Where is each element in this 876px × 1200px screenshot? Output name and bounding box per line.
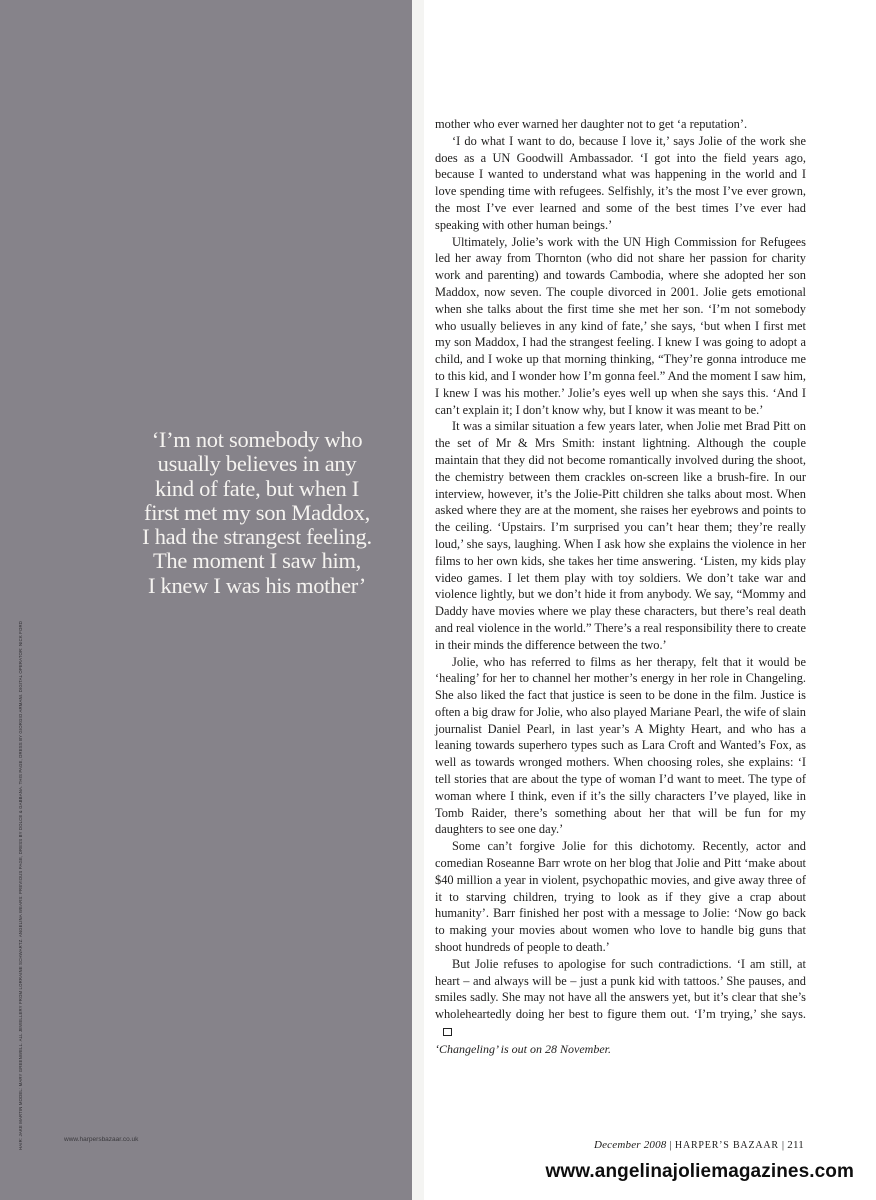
footer-separator: | — [669, 1139, 672, 1151]
pull-quote-line: I had the strangest feeling. — [142, 524, 372, 550]
footer-separator: | — [781, 1139, 785, 1151]
article-paragraph-last — [435, 956, 806, 1040]
grey-image-panel — [0, 0, 412, 1200]
pull-quote-line: I knew I was his mother’ — [148, 572, 366, 598]
article-paragraph: Some can’t forgive Jolie for this dichotomy. Recently, actor and comedian Roseanne Barr wrote on her blog that Jolie and Pitt ‘make about $40 million a year in violent, psychopathic movies, and give away three of it to starving children, trying to look as if they give a crap about humanity’. Barr finished her post with a message to Jolie: ‘Now go back to making your movies about women who love to handle big guns that shoot hundreds of people to death.’ — [435, 839, 806, 955]
page-footer — [594, 1139, 804, 1151]
end-mark-icon — [443, 1028, 452, 1036]
watermark-url: www.angelinajoliemagazines.com — [545, 1161, 854, 1182]
magazine-name: HARPER’S BAZAAR — [674, 1140, 779, 1151]
page-number: 211 — [787, 1139, 804, 1151]
pull-quote-line: usually believes in any — [157, 451, 357, 477]
article-paragraph: It was a similar situation a few years later, when Jolie met Brad Pitt on the set of Mr & Mrs Smith: instant lightning. Although the couple maintain that they did not become romantically involved during the shoot, the chemistry between them crackles on-screen like a brush-fire. In our interview, however, it’s the Jolie-Pitt children she talks about most. When asked where they are at the moment, she raises her eyebrows and points to the ceiling. ‘Upstairs. I’m surprised you can’t hear them; they’re really loud,’ she says, laughing. When I ask how she explains the violence in her films to her own kids, she takes her time answering. ‘Listen, my kids play video games. I let them play with toy soldiers. We don’t take war and violence lightly, but we don’t hide it from anybody. We say, “Mommy and Daddy have movies where we play these characters, but there’s real death and real violence in the world.” There’s a real responsibility there to create in their minds the difference between the two.’ — [435, 419, 806, 652]
article-paragraph: Jolie, who has referred to films as her therapy, felt that it would be ‘healing’ for her to channel her mother’s energy in her role in Changeling. She also liked the fact that justice is seen to be done in the film. Justice is often a big draw for Jolie, who also played Mariane Pearl, the wife of slain journalist Daniel Pearl, in last year’s A Mighty Heart, and who has a leaning towards superhero types such as Lara Croft and Wanted’s Fox, as well as towards wronged mothers. When choosing roles, she explains: ‘I tell stories that are about the type of woman I’d want to meet. The type of woman where I think, even if it’s the silly characters I’ve played, like in Tomb Raider, there’s something about her that will be fun for my daughters to see one day.’ — [435, 654, 806, 837]
website-url-small: www.harpersbazaar.co.uk — [64, 1136, 139, 1143]
article-paragraph: mother who ever warned her daughter not to get ‘a reputation’. — [435, 117, 748, 131]
article-body — [435, 116, 806, 1058]
issue-date: December 2008 — [593, 1139, 667, 1151]
article-paragraph: Ultimately, Jolie’s work with the UN High Commission for Refugees led her away from Thornton (who did not share her passion for charity work and parenting) and towards Cambodia, where she adopted her son Maddox, now seven. The couple divorced in 2001. Jolie gets emotional when she talks about the first time she met her son. ‘I’m not somebody who usually believes in any kind of fate,’ she says, ‘but when I first met my son Maddox, I had the strangest feeling. I knew I was going to adopt a child, and I woke up that morning thinking, “They’re gonna introduce me to this kid, and I wonder how I’m gonna feel.” And the moment I saw him, I knew I was his mother.’ Jolie’s eyes well up when she says this. ‘And I can’t explain it; I don’t know why, but I know it was meant to be.’ — [435, 234, 806, 417]
pull-quote-line: first met my son Maddox, — [144, 499, 370, 525]
pull-quote-line: ‘I’m not somebody who — [151, 427, 363, 452]
page-gutter — [412, 0, 424, 1200]
pull-quote-line: kind of fate, but when I — [155, 475, 359, 501]
article-paragraph-text: But Jolie refuses to apologise for such contradictions. ‘I am still, at heart – and always will be – just a punk kid with tattoos.’ She pauses, and smiles sadly. She may not have all the answers yet, but it’s clear that she’s wholeheartedly doing her best to figure them out. ‘I’m trying,’ she says. — [435, 956, 806, 1022]
release-note: ‘Changeling’ is out on 28 November. — [435, 1041, 611, 1056]
article-paragraph: ‘I do what I want to do, because I love it,’ says Jolie of the work she does as a UN Goodwill Ambassador. ‘I got into the field years ago, because I wanted to understand what was happening in the world and I love spending time with refugees. Selfishly, it’s the most I’ve ever grown, the most I’ve ever learned and some of the best times I’ve ever had speaking with other human beings.’ — [435, 133, 806, 232]
photo-credits: HAIR: JAKE MARTIN MODEL: MARY GREENWELL. ALL JEWELLERY FROM LORRAINE SCHWARTZ. ANGELINA WEARS: PREVIOUS PAGE, DRESS BY DOLCE & GABBANA. THIS PAGE, DRESS BY GIORGIO ARMANI. DIGITAL OPERATOR: NICK FORD — [18, 621, 23, 1150]
pull-quote-line: The moment I saw him, — [152, 548, 362, 574]
pull-quote — [112, 428, 402, 598]
